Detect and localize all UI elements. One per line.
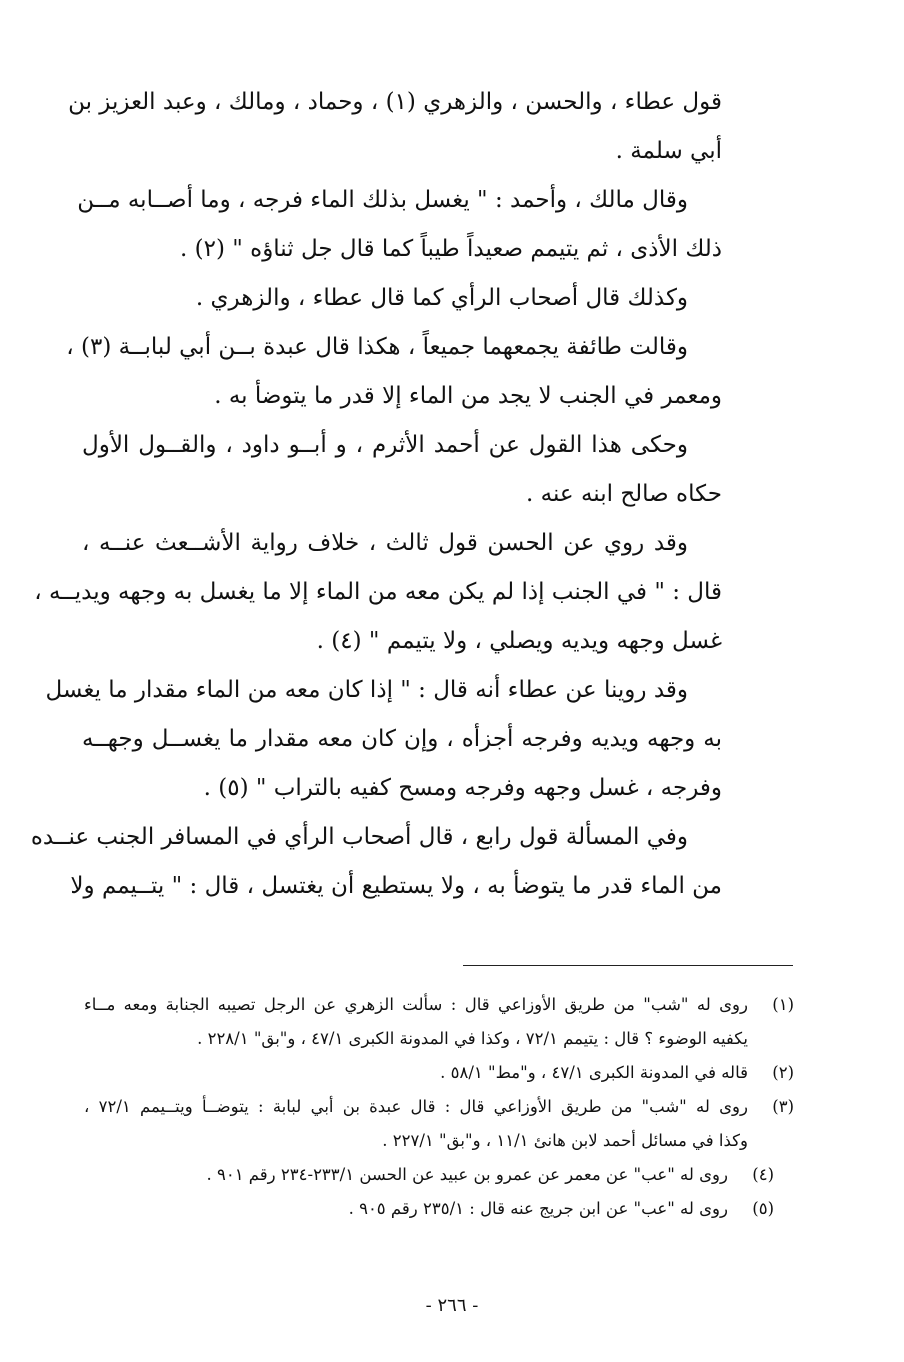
footnote-text: وكذا في مسائل أحمد لابن هانئ ١١/١ ، و"بق" ٢٢٧/١ .: [382, 1131, 748, 1150]
footnote-number: (٤): [752, 1165, 774, 1184]
footnote-4: [84, 1158, 794, 1192]
footnote-number: (١): [772, 995, 794, 1014]
footnote-3: [84, 1090, 794, 1124]
footnote-text: قاله في المدونة الكبرى ٤٧/١ ، و"مط" ٥٨/١ .: [440, 1063, 748, 1082]
body-line: وفرجه ، غسل وجهه وفرجه ومسح كفيه بالتراب " (٥) .: [203, 775, 722, 801]
body-line: به وجهه ويديه وفرجه أجزأه ، وإن كان معه مقدار ما يغســل وجهــه: [82, 726, 722, 752]
body-line: قال : " في الجنب إذا لم يكن معه من الماء إلا ما يغسل به وجهه ويديــه ،: [34, 579, 722, 605]
body-line: وحكى هذا القول عن أحمد الأثرم ، و أبــو داود ، والقــول الأول: [82, 432, 688, 458]
footnote-1-continued: [84, 1022, 794, 1056]
footnote-separator: [463, 965, 793, 966]
body-line: وقالت طائفة يجمعهما جميعاً ، هكذا قال عبدة بــن أبي لبابــة (٣) ،: [66, 334, 688, 360]
footnote-3-continued: [84, 1124, 794, 1158]
footnote-text: روى له "عب" عن ابن جريج عنه قال : ٢٣٥/١ رقم ٩٠٥ .: [348, 1199, 728, 1218]
body-line: غسل وجهه ويديه ويصلي ، ولا يتيمم " (٤) .: [316, 628, 722, 654]
footnotes: [84, 988, 794, 1226]
body-line: وقد روي عن الحسن قول ثالث ، خلاف رواية الأشــعث عنــه ،: [82, 530, 688, 556]
footnote-number: (٣): [772, 1097, 794, 1116]
body-line: وقال مالك ، وأحمد : " يغسل بذلك الماء فرجه ، وما أصــابه مــن: [77, 187, 688, 213]
footnote-text: روى له "شب" من طريق الأوزاعي قال : سألت الزهري عن الرجل تصيبه الجنابة ومعه مــاء: [84, 995, 748, 1014]
page-number: - ٢٦٦ -: [425, 1295, 479, 1316]
footnote-text: روى له "عب" عن معمر عن عمرو بن عبيد عن الحسن ٢٣٣/١-٢٣٤ رقم ٩٠١ .: [206, 1165, 728, 1184]
body-line: ومعمر في الجنب لا يجد من الماء إلا قدر ما يتوضأ به .: [214, 383, 722, 409]
body-line: قول عطاء ، والحسن ، والزهري (١) ، وحماد ، ومالك ، وعبد العزيز بن: [68, 89, 722, 115]
main-text: [30, 78, 722, 911]
body-line: وقد روينا عن عطاء أنه قال : " إذا كان معه من الماء مقدار ما يغسل: [45, 677, 688, 703]
footnote-1: [84, 988, 794, 1022]
footnote-number: (٥): [752, 1199, 774, 1218]
footnote-number: (٢): [772, 1063, 794, 1082]
body-line: حكاه صالح ابنه عنه .: [526, 481, 722, 507]
body-line: من الماء قدر ما يتوضأ به ، ولا يستطيع أن يغتسل ، قال : " يتــيمم ولا: [70, 873, 722, 899]
body-line: وكذلك قال أصحاب الرأي كما قال عطاء ، والزهري .: [195, 285, 688, 311]
footnote-text: يكفيه الوضوء ؟ قال : يتيمم ٧٢/١ ، وكذا في المدونة الكبرى ٤٧/١ ، و"بق" ٢٢٨/١ .: [197, 1029, 748, 1048]
footnote-text: روى له "شب" من طريق الأوزاعي قال : قال عبدة بن أبي لبابة : يتوضــأ ويتــيمم ٧٢/١ ،: [84, 1097, 748, 1116]
body-line: ذلك الأذى ، ثم يتيمم صعيداً طيباً كما قال جل ثناؤه " (٢) .: [180, 236, 722, 262]
body-line: أبي سلمة .: [615, 138, 722, 164]
body-line: وفي المسألة قول رابع ، قال أصحاب الرأي في المسافر الجنب عنــده: [30, 824, 688, 850]
footnote-2: [84, 1056, 794, 1090]
footnote-5: [84, 1192, 794, 1226]
